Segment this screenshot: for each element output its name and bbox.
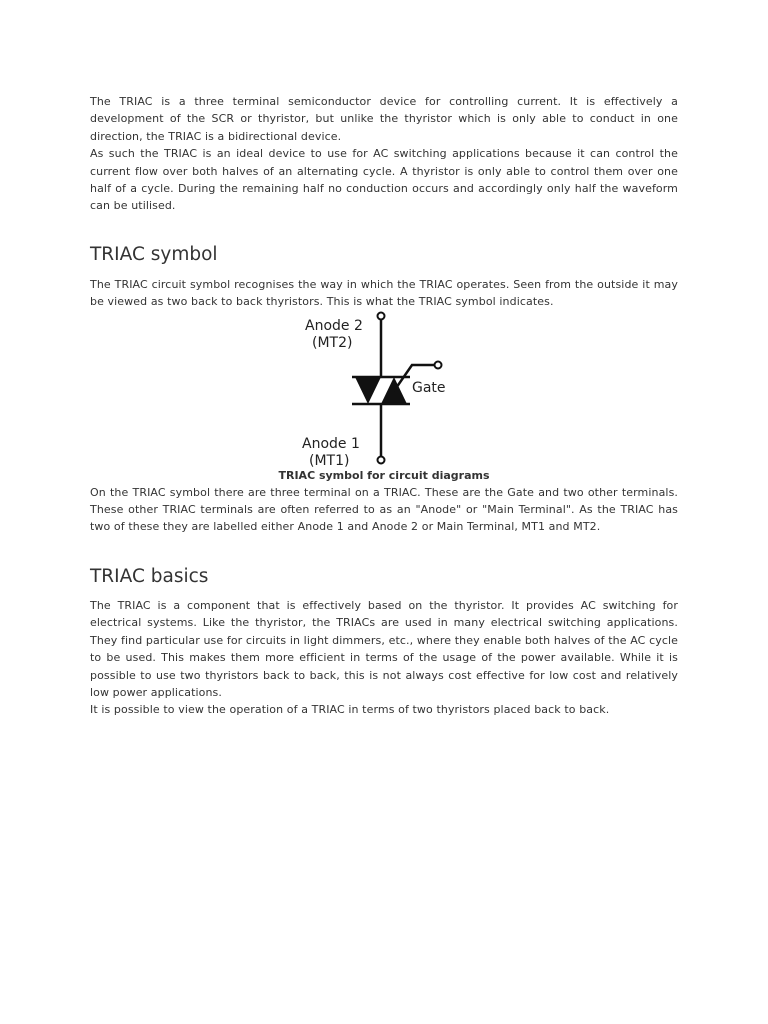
symbol-paragraph-1: The TRIAC circuit symbol recognises the way in which the TRIAC operates. Seen from the outside it may be viewed as two back to back thyristors. This is what the TRIAC symbol indicates. bbox=[90, 277, 678, 309]
basics-paragraph-1: The TRIAC is a component that is effectively based on the thyristor. It provides AC switching for electrical systems. Like the thyristor, the TRIACs are used in many electrical switching applications. They find particular use for circuits in light dimmers, etc., where they enable both halves of the AC cycle to be used. This makes them more efficient in terms of the usage of the power available. While it is possible to use two thyristors back to back, this is not always cost effective for low cost and relatively low power applications. bbox=[90, 598, 678, 699]
mt2-label: (MT2) bbox=[312, 334, 353, 351]
intro-paragraph-2: As such the TRIAC is an ideal device to use for AC switching applications because it can control the current flow over both halves of an alternating cycle. A thyristor is only able to control them over one half of a cycle. During the remaining half no conduction occurs and accordingly only half the waveform can be utilised. bbox=[90, 147, 678, 213]
anode2-label: Anode 2 bbox=[305, 317, 363, 334]
figure-caption: TRIAC symbol for circuit diagrams bbox=[278, 468, 490, 482]
section-heading-triac-basics: TRIAC basics bbox=[90, 565, 209, 587]
anode1-label: Anode 1 bbox=[302, 435, 360, 452]
anode1-terminal-icon bbox=[378, 456, 385, 463]
left-thyristor-triangle bbox=[355, 377, 381, 404]
triac-symbol-figure bbox=[90, 311, 678, 467]
mt1-label: (MT1) bbox=[309, 452, 350, 469]
symbol-paragraph-2: On the TRIAC symbol there are three terminal on a TRIAC. These are the Gate and two other terminals. These other TRIAC terminals are often referred to as an "Anode" or "Main Terminal". As the TRIAC has two of these they are labelled either Anode 1 and Anode 2 or Main Terminal, MT1 and MT2. bbox=[90, 485, 678, 534]
section-heading-triac-symbol: TRIAC symbol bbox=[90, 243, 218, 265]
intro-paragraph-1: The TRIAC is a three terminal semiconductor device for controlling current. It is effectively a development of the SCR or thyristor, but unlike the thyristor which is only able to conduct in one direction, the TRIAC is a bidirectional device. bbox=[90, 95, 678, 143]
triac-symbol-diagram bbox=[300, 311, 470, 469]
document-page bbox=[90, 93, 678, 719]
gate-terminal-icon bbox=[435, 361, 442, 368]
basics-paragraph-2: It is possible to view the operation of a TRIAC in terms of two thyristors placed back to back. bbox=[90, 703, 610, 717]
anode2-terminal-icon bbox=[378, 312, 385, 319]
gate-label: Gate bbox=[412, 379, 446, 396]
